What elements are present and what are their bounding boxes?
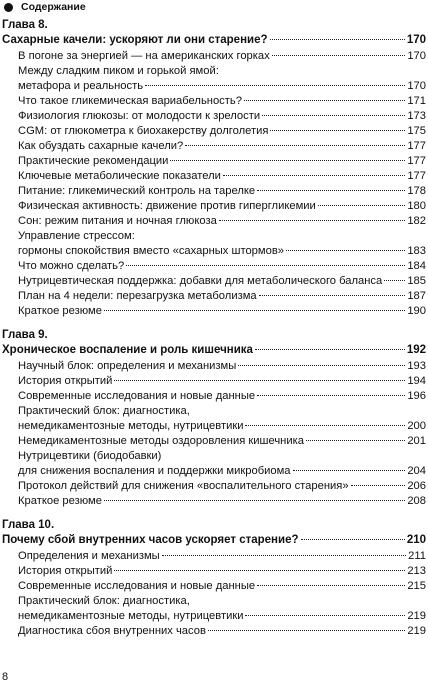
entry-row — [0, 94, 428, 109]
entry-text: Как обуздать сахарные качели? — [18, 140, 184, 152]
dot-leader — [255, 349, 405, 350]
chapter-title: Почему сбой внутренних часов ускоряет старение? — [2, 534, 299, 546]
toc-entry[interactable] — [0, 94, 428, 109]
entry-row — [0, 624, 428, 639]
dot-leader — [223, 175, 405, 176]
entry-row — [0, 79, 428, 94]
entry-text: Современные исследования и новые данные — [18, 390, 256, 402]
dot-leader — [185, 145, 405, 146]
chapter-title-entry[interactable] — [0, 532, 428, 549]
entry-row — [0, 154, 428, 169]
entry-line: Практический блок: диагностика, — [18, 405, 190, 417]
entry-text: История открытий — [18, 375, 113, 387]
toc-entry[interactable] — [0, 449, 428, 479]
dot-leader — [104, 310, 405, 311]
entry-line: Практический блок: диагностика, — [18, 595, 190, 607]
entry-text: немедикаментозные методы, нутрицевтики — [18, 420, 244, 432]
entry-page-number: 170 — [407, 50, 426, 62]
entry-row — [0, 389, 428, 404]
toc-entry[interactable] — [0, 154, 428, 169]
entry-text: Ключевые метаболические показатели — [18, 170, 221, 182]
chapter-page-number: 170 — [406, 34, 426, 46]
dot-leader — [286, 250, 405, 251]
entry-row — [0, 304, 428, 319]
toc-entry[interactable] — [0, 564, 428, 579]
entry-text: Нутрицевтическая поддержка: добавки для метаболического баланса — [18, 275, 383, 287]
entry-text: Что можно сделать? — [18, 260, 125, 272]
entry-page-number: 184 — [407, 260, 426, 272]
dot-leader — [245, 425, 405, 426]
entry-text: для снижения воспаления и поддержки микробиома — [18, 465, 291, 477]
toc-entry[interactable] — [0, 214, 428, 229]
entry-text: Краткое резюме — [18, 495, 102, 507]
dot-leader — [104, 500, 405, 501]
dot-leader — [126, 265, 405, 266]
entry-page-number: 187 — [407, 290, 426, 302]
entry-row — [0, 419, 428, 434]
dot-leader — [259, 295, 406, 296]
toc-entry[interactable] — [0, 479, 428, 494]
entry-row — [0, 199, 428, 214]
toc-entry[interactable] — [0, 49, 428, 64]
chapter-title-entry[interactable] — [0, 32, 428, 49]
entry-text: Питание: гликемический контроль на тарелке — [18, 185, 256, 197]
entry-text: Немедикаментозные методы оздоровления кишечника — [18, 435, 304, 447]
entry-page-number: 194 — [407, 375, 426, 387]
chapter-page-number: 192 — [406, 344, 426, 356]
dot-leader — [208, 630, 405, 631]
entry-line: Нутрицевтики (биодобавки) — [18, 450, 162, 462]
dot-leader — [244, 100, 405, 101]
toc-entry[interactable] — [0, 274, 428, 289]
header-title: Содержание — [21, 1, 86, 13]
dot-leader — [306, 440, 405, 441]
entry-row — [0, 359, 428, 374]
entry-page-number: 177 — [407, 155, 426, 167]
table-of-contents — [0, 18, 428, 639]
dot-leader — [114, 570, 405, 571]
entry-page-number: 170 — [407, 80, 426, 92]
entry-row — [0, 124, 428, 139]
dot-leader — [162, 555, 406, 556]
entry-row — [0, 464, 428, 479]
chapter-label: Глава 9. — [2, 329, 48, 341]
dot-leader — [293, 470, 406, 471]
entry-page-number: 215 — [407, 580, 426, 592]
entry-page-number: 173 — [407, 110, 426, 122]
chapter-section — [0, 18, 428, 319]
entry-row — [0, 109, 428, 124]
entry-page-number: 201 — [407, 435, 426, 447]
entry-page-number: 196 — [407, 390, 426, 402]
entry-text: Краткое резюме — [18, 305, 102, 317]
toc-entry[interactable] — [0, 64, 428, 94]
toc-entry[interactable] — [0, 124, 428, 139]
entry-page-number: 171 — [407, 95, 426, 107]
dot-leader — [301, 539, 405, 540]
entry-row — [0, 169, 428, 184]
entry-page-number: 213 — [407, 565, 426, 577]
entry-line: Управление стрессом: — [18, 230, 135, 242]
dot-leader — [257, 395, 405, 396]
toc-entry[interactable] — [0, 109, 428, 124]
entry-row — [0, 609, 428, 624]
entry-page-number: 208 — [407, 495, 426, 507]
entry-text: Что такое гликемическая вариабельность? — [18, 95, 242, 107]
entry-text: План на 4 недели: перезагрузка метаболизма — [18, 290, 257, 302]
entry-row — [0, 374, 428, 389]
dot-leader — [238, 365, 405, 366]
entry-row — [0, 274, 428, 289]
entry-page-number: 178 — [407, 185, 426, 197]
entry-page-number: 175 — [407, 125, 426, 137]
entry-row — [0, 184, 428, 199]
chapter-title: Хроническое воспаление и роль кишечника — [2, 344, 253, 356]
entry-text: В погоне за энергией — на американских горках — [18, 50, 270, 62]
entry-text: Практические рекомендации — [18, 155, 169, 167]
entry-text: Физиология глюкозы: от молодости к зрелости — [18, 110, 261, 122]
entry-text: метафора и реальность — [18, 80, 144, 92]
entry-line: Между сладким пиком и горькой ямой: — [18, 65, 219, 77]
entry-text: Сон: режим питания и ночная глюкоза — [18, 215, 217, 227]
entry-row — [0, 244, 428, 259]
dot-leader — [384, 280, 405, 281]
entry-row — [0, 139, 428, 154]
dot-leader — [170, 160, 405, 161]
entry-row — [0, 214, 428, 229]
chapter-section — [0, 518, 428, 639]
toc-entry[interactable] — [0, 169, 428, 184]
entry-text: Определения и механизмы — [18, 550, 160, 562]
toc-entry[interactable] — [0, 184, 428, 199]
toc-entry[interactable] — [0, 579, 428, 594]
dot-leader — [219, 220, 406, 221]
entry-text: Диагностика сбоя внутренних часов — [18, 625, 206, 637]
entry-row — [0, 494, 428, 509]
dot-leader — [270, 130, 405, 131]
entry-row — [0, 579, 428, 594]
entry-page-number: 211 — [408, 550, 426, 562]
entry-text: Научный блок: определения и механизмы — [18, 360, 237, 372]
entry-text: немедикаментозные методы, нутрицевтики — [18, 610, 244, 622]
dot-leader — [270, 39, 405, 40]
dot-leader — [245, 615, 405, 616]
dot-leader — [257, 190, 405, 191]
toc-entry[interactable] — [0, 139, 428, 154]
entry-page-number: 190 — [407, 305, 426, 317]
toc-entry[interactable] — [0, 259, 428, 274]
toc-entry[interactable] — [0, 494, 428, 509]
dot-leader — [262, 115, 405, 116]
entry-text: Современные исследования и новые данные — [18, 580, 256, 592]
entry-page-number: 219 — [407, 625, 426, 637]
entry-page-number: 200 — [407, 420, 426, 432]
toc-entry[interactable] — [0, 374, 428, 389]
toc-entry[interactable] — [0, 594, 428, 624]
entry-page-number: 204 — [407, 465, 426, 477]
entry-text: гормоны спокойствия вместо «сахарных штормов» — [18, 245, 284, 257]
bullet-icon — [4, 3, 13, 12]
dot-leader — [257, 585, 405, 586]
toc-entry[interactable] — [0, 359, 428, 374]
page-number: 8 — [2, 671, 9, 683]
entry-text: CGM: от глюкометра к биохакерству долголетия — [18, 125, 269, 137]
toc-entry[interactable] — [0, 289, 428, 304]
toc-entry[interactable] — [0, 624, 428, 639]
entry-row — [0, 564, 428, 579]
entry-text: История открытий — [18, 565, 113, 577]
entry-page-number: 177 — [407, 140, 426, 152]
chapter-title: Сахарные качели: ускоряют ли они старение? — [2, 34, 268, 46]
dot-leader — [318, 205, 406, 206]
chapter-label: Глава 8. — [2, 19, 48, 31]
chapter-label: Глава 10. — [2, 519, 55, 531]
chapter-title-entry[interactable] — [0, 342, 428, 359]
chapter-page-number: 210 — [406, 534, 426, 546]
entry-row — [0, 289, 428, 304]
dot-leader — [351, 485, 406, 486]
running-header — [4, 0, 86, 14]
entry-page-number: 180 — [407, 200, 426, 212]
toc-entry[interactable] — [0, 404, 428, 434]
dot-leader — [114, 380, 405, 381]
entry-row — [0, 549, 428, 564]
entry-page-number: 182 — [407, 215, 426, 227]
entry-page-number: 177 — [407, 170, 426, 182]
toc-entry[interactable] — [0, 199, 428, 214]
dot-leader — [145, 85, 405, 86]
toc-entry[interactable] — [0, 434, 428, 449]
entry-page-number: 206 — [407, 480, 426, 492]
entry-row — [0, 434, 428, 449]
entry-row — [0, 49, 428, 64]
toc-entry[interactable] — [0, 304, 428, 319]
entry-page-number: 193 — [407, 360, 426, 372]
entry-text: Физическая активность: движение против гипергликемии — [18, 200, 316, 212]
entry-row — [0, 259, 428, 274]
entry-row — [0, 479, 428, 494]
toc-entry[interactable] — [0, 389, 428, 404]
toc-entry[interactable] — [0, 229, 428, 259]
entry-page-number: 183 — [407, 245, 426, 257]
entry-page-number: 219 — [407, 610, 426, 622]
dot-leader — [272, 55, 406, 56]
entry-text: Протокол действий для снижения «воспалительного старения» — [18, 480, 349, 492]
entry-page-number: 185 — [407, 275, 426, 287]
chapter-section — [0, 328, 428, 509]
toc-entry[interactable] — [0, 549, 428, 564]
